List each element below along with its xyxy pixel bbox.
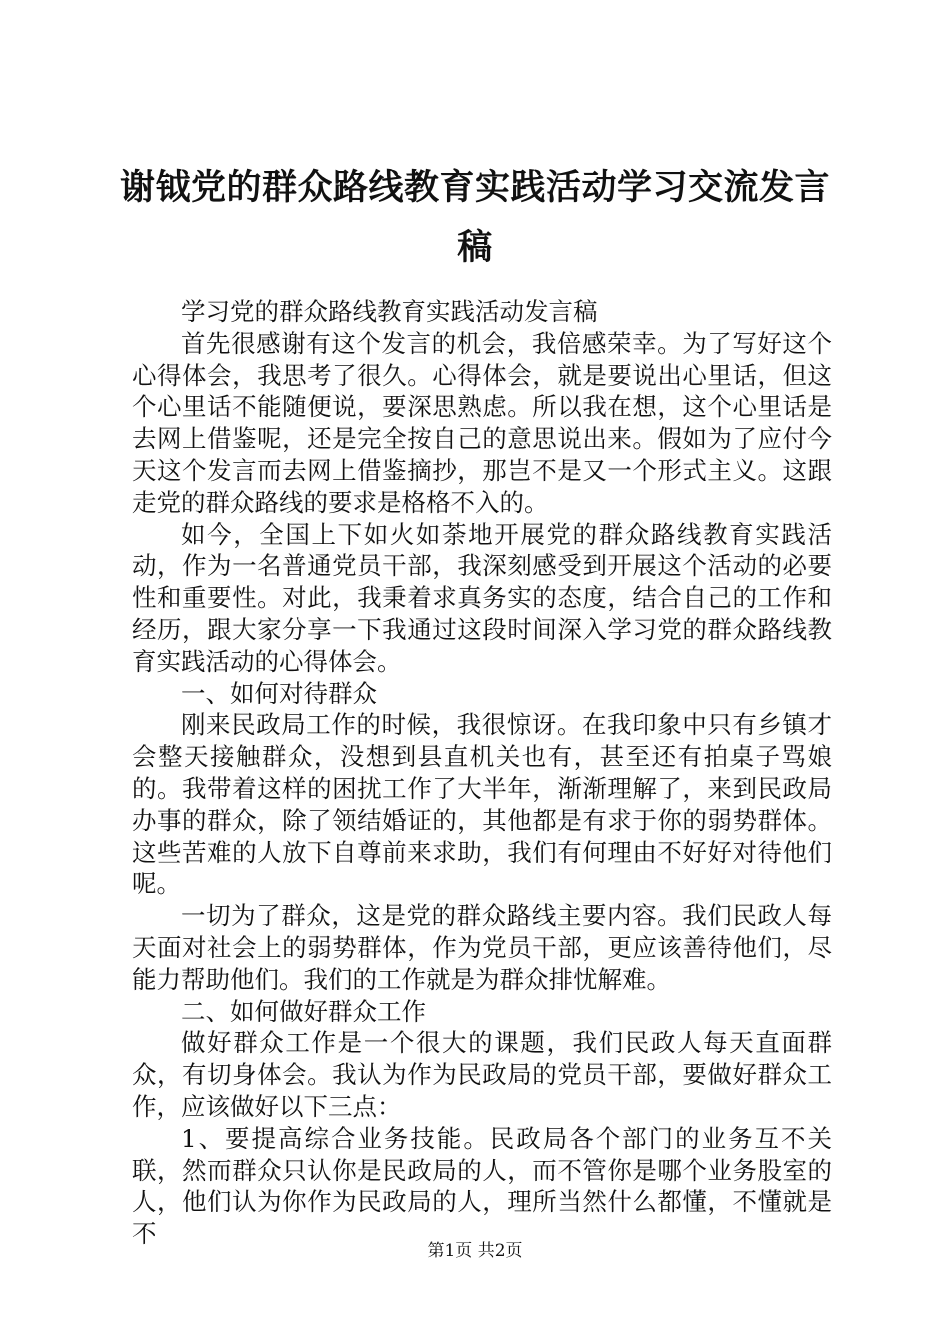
body-paragraph: 首先很感谢有这个发言的机会，我倍感荣幸。为了写好这个心得体会，我思考了很久。心得体会，就是要说出心里话，但这个心里话不能随便说，要深思熟虑。所以我在想，这个心里话是去网上借鉴呢，还是完全按自己的意思说出来。假如为了应付今天这个发言而去网上借鉴摘抄，那岂不是又一个形式主义。这跟走党的群众路线的要求是格格不入的。 (132, 328, 832, 517)
section-heading: 一、如何对待群众 (181, 678, 377, 708)
subtitle-paragraph: 学习党的群众路线教育实践活动发言稿 (181, 297, 598, 326)
body-paragraph: 一切为了群众，这是党的群众路线主要内容。我们民政人每天面对社会上的弱势群体，作为党员干部，更应该善待他们，尽能力帮助他们。我们的工作就是为群众排忧解难。 (132, 901, 832, 994)
document-title: 谢钺党的群众路线教育实践活动学习交流发言稿 (120, 168, 831, 268)
body-paragraph: 如今，全国上下如火如荼地开展党的群众路线教育实践活动，作为一名普通党员干部，我深刻感受到开展这个活动的必要性和重要性。对此，我秉着求真务实的态度，结合自己的工作和经历，跟大家分享一下我通过这段时间深入学习党的群众路线教育实践活动的心得体会。 (132, 519, 832, 676)
document-body (132, 296, 832, 1250)
body-paragraph: 1、要提高综合业务技能。民政局各个部门的业务互不关联，然而群众只认你是民政局的人，而不管你是哪个业务股室的人，他们认为你作为民政局的人，理所当然什么都懂，不懂就是不 (132, 1123, 832, 1249)
section-heading: 二、如何做好群众工作 (181, 996, 426, 1026)
body-paragraph: 刚来民政局工作的时候，我很惊讶。在我印象中只有乡镇才会整天接触群众，没想到县直机关也有，甚至还有拍桌子骂娘的。我带着这样的困扰工作了大半年，渐渐理解了，来到民政局办事的群众，除了领结婚证的，其他都是有求于你的弱势群体。这些苦难的人放下自尊前来求助，我们有何理由不好好对待他们呢。 (132, 710, 832, 899)
body-paragraph: 做好群众工作是一个很大的课题，我们民政人每天直面群众，有切身体会。我认为作为民政局的党员干部，要做好群众工作，应该做好以下三点： (132, 1028, 832, 1121)
page-footer: 第1页 共2页 (427, 1241, 523, 1261)
